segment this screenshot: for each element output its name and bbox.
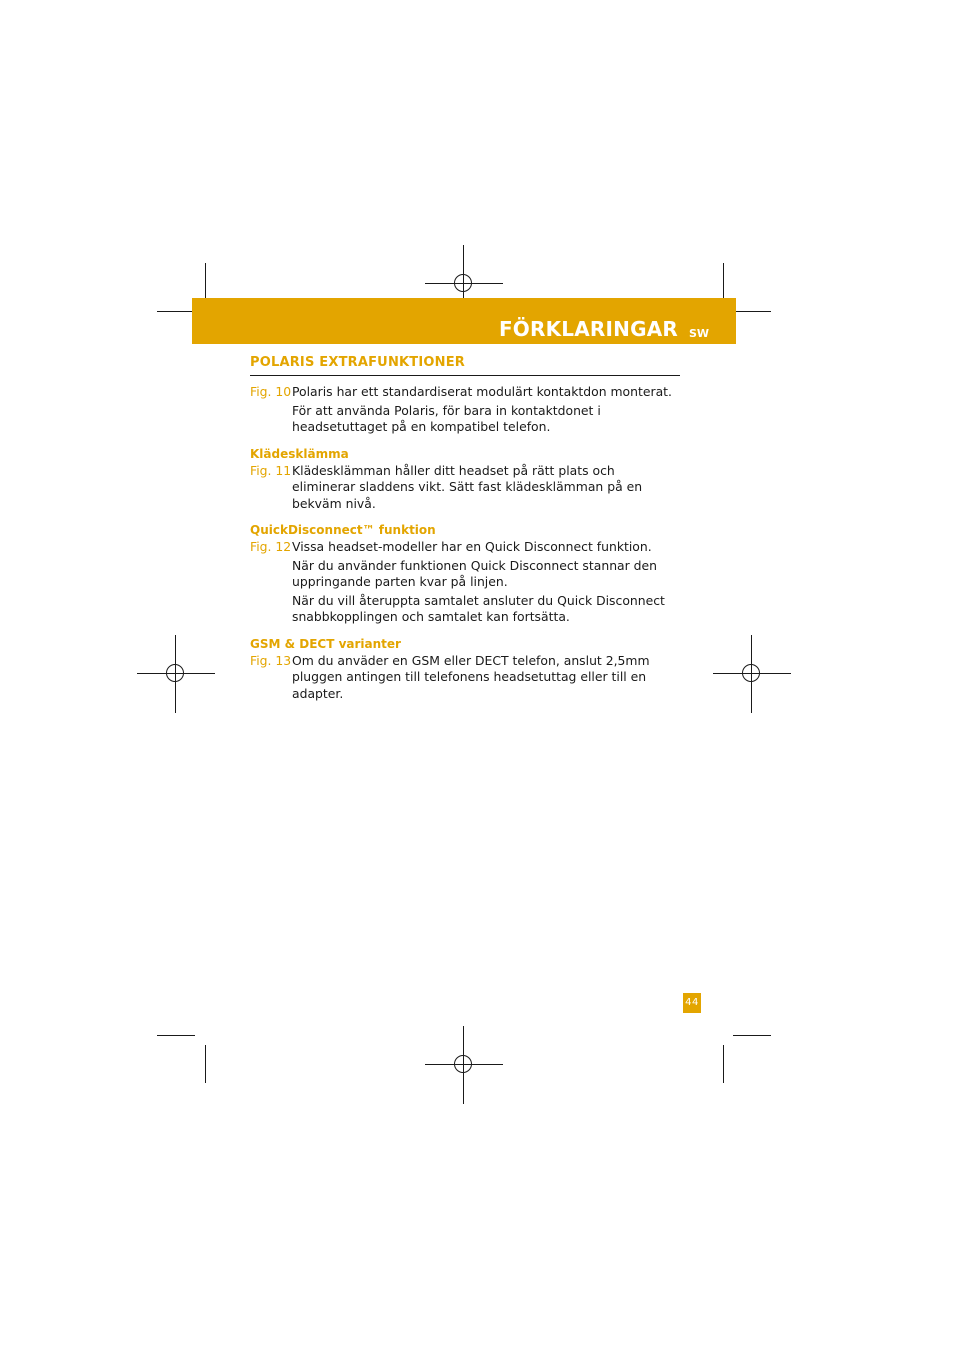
- crop-mark: [733, 1035, 771, 1036]
- main-content: [250, 355, 680, 704]
- page-title: FÖRKLARINGAR: [498, 317, 678, 341]
- crop-mark: [157, 311, 195, 312]
- crop-mark: [733, 311, 771, 312]
- registration-mark-left: [137, 635, 215, 713]
- crop-mark: [157, 1035, 195, 1036]
- header-banner: [192, 298, 736, 344]
- fig-label: Fig. 11: [250, 462, 292, 478]
- fig-11-entry: [250, 463, 680, 515]
- registration-mark-bottom: [425, 1026, 503, 1104]
- section-title: POLARIS EXTRAFUNKTIONER: [250, 355, 680, 376]
- paragraph: Klädesklämman håller ditt headset på rätt plats och eliminerar sladdens vikt. Sätt fast klädesklämman på en bekväm nivå.: [292, 462, 643, 511]
- crop-mark: [723, 1045, 724, 1083]
- fig-10-entry: [250, 384, 680, 438]
- paragraph: Om du anväder en GSM eller DECT telefon, anslut 2,5mm pluggen antingen till telefonens headsetuttag eller till en adapter.: [292, 652, 650, 701]
- subsection-title-gsm-dect: GSM & DECT varianter: [250, 636, 401, 651]
- language-code: SW: [688, 327, 709, 340]
- paragraph: För att använda Polaris, för bara in kontaktdonet i headsetuttaget på en kompatibel telefon.: [292, 402, 601, 434]
- subsection-title-quickdisconnect: QuickDisconnect™ funktion: [250, 523, 436, 537]
- fig-label: Fig. 12: [250, 539, 292, 554]
- paragraph: När du använder funktionen Quick Disconnect stannar den uppringande parten kvar på linjen.: [292, 557, 658, 589]
- fig-text: [292, 653, 680, 705]
- paragraph: När du vill återuppta samtalet ansluter du Quick Disconnect snabbkopplingen och samtalet kan fortsätta.: [292, 592, 665, 624]
- registration-mark-right: [713, 635, 791, 713]
- fig-text: [292, 384, 680, 438]
- subsection-title-clip: Klädesklämma: [250, 446, 349, 461]
- page-number: 44: [683, 993, 701, 1013]
- crop-mark: [205, 1045, 206, 1083]
- crop-mark: [205, 263, 206, 301]
- fig-13-entry: [250, 653, 680, 705]
- fig-label: Fig. 10: [250, 384, 292, 399]
- paragraph: Vissa headset-modeller har en Quick Disconnect funktion.: [292, 539, 652, 554]
- crop-mark: [723, 263, 724, 301]
- fig-text: [292, 539, 680, 628]
- fig-12-entry: [250, 539, 680, 628]
- paragraph: Polaris har ett standardiserat modulärt kontaktdon monterat.: [292, 384, 672, 399]
- fig-label: Fig. 13: [250, 652, 292, 668]
- fig-text: [292, 463, 680, 515]
